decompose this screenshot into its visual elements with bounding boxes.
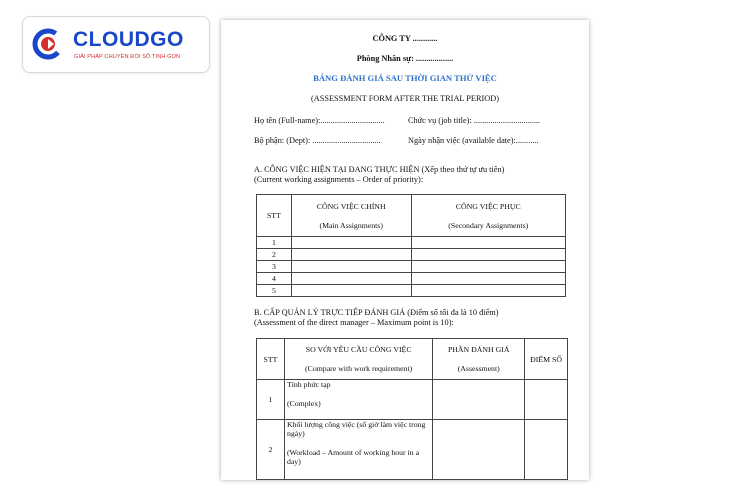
row-number: 1	[257, 237, 292, 249]
col-secondary-assignments	[411, 195, 565, 237]
col-secondary-label: CÔNG VIỆC PHỤC	[455, 201, 521, 211]
cloudgo-logo[interactable]	[22, 16, 210, 73]
assessment-header-row	[257, 339, 568, 380]
secondary-assignment-cell[interactable]	[411, 285, 565, 297]
section-b-heading-en: (Assessment of the direct manager – Maximum point is 10):	[254, 318, 454, 327]
field-job-title: Chức vụ (job title): ................................	[408, 116, 541, 125]
secondary-assignment-cell[interactable]	[411, 249, 565, 261]
section-a-heading-en: (Current working assignments – Order of priority):	[254, 175, 424, 184]
criterion-vi: Khối lượng công việc (số giờ làm việc trong ngày)	[286, 420, 426, 438]
secondary-assignment-cell[interactable]	[411, 273, 565, 285]
score-cell[interactable]	[525, 420, 568, 480]
assignments-table	[256, 194, 566, 297]
main-assignment-cell[interactable]	[291, 273, 411, 285]
row-number: 1	[257, 380, 285, 420]
main-assignment-cell[interactable]	[291, 237, 411, 249]
field-full-name: Họ tên (Full-name):...............................	[254, 116, 385, 125]
cloudgo-logo-icon	[31, 27, 67, 61]
criterion-cell	[284, 420, 432, 480]
main-assignment-cell[interactable]	[291, 261, 411, 273]
row-number: 5	[257, 285, 292, 297]
table-row	[257, 249, 566, 261]
score-cell[interactable]	[525, 380, 568, 420]
department-line: Phòng Nhân sự: ..................	[356, 54, 454, 63]
document-page	[221, 20, 589, 480]
col-secondary-label-en: (Secondary Assignments)	[448, 220, 529, 230]
col-req-label: SO VỚI YÊU CẦU CÔNG VIỆC	[305, 345, 412, 354]
field-available-date: Ngày nhận việc (available date):...........	[408, 136, 539, 145]
col-main-label: CÔNG VIỆC CHÍNH	[316, 201, 386, 211]
col-stt: STT	[257, 339, 285, 380]
col-main-label-en: (Main Assignments)	[319, 220, 383, 230]
company-line: CÔNG TY ............	[372, 34, 438, 43]
document-title: BẢNG ĐÁNH GIÁ SAU THỜI GIAN THỬ VIỆC	[313, 73, 497, 83]
col-stt: STT	[257, 195, 292, 237]
table-row	[257, 237, 566, 249]
field-dept: Bộ phận: (Dept): .................................	[254, 136, 381, 145]
col-assess-label-en: (Assessment)	[457, 364, 500, 373]
main-assignment-cell[interactable]	[291, 249, 411, 261]
col-req-label-en: (Compare with work requirement)	[305, 364, 413, 373]
row-number: 2	[257, 249, 292, 261]
logo-tagline: GIẢI PHÁP CHUYỂN ĐỔI SỐ TINH GỌN	[74, 54, 181, 60]
col-work-requirement	[284, 339, 432, 380]
col-assess-label: PHẦN ĐÁNH GIÁ	[447, 345, 510, 354]
col-score: ĐIỂM SỐ	[525, 339, 568, 380]
document-subtitle: (ASSESSMENT FORM AFTER THE TRIAL PERIOD)	[310, 94, 499, 103]
assignments-header-row	[257, 195, 566, 237]
table-row	[257, 285, 566, 297]
row-number: 4	[257, 273, 292, 285]
main-assignment-cell[interactable]	[291, 285, 411, 297]
criterion-cell	[284, 380, 432, 420]
assessment-cell[interactable]	[433, 380, 525, 420]
table-row	[257, 273, 566, 285]
row-number: 2	[257, 420, 285, 480]
table-row	[257, 261, 566, 273]
row-number: 3	[257, 261, 292, 273]
col-assessment	[433, 339, 525, 380]
assessment-table	[256, 338, 568, 480]
criterion-vi: Tính phức tạp	[286, 380, 331, 389]
criterion-en: (Workload – Amount of working hour in a day)	[286, 448, 420, 466]
section-a-heading: A. CÔNG VIỆC HIỆN TẠI ĐANG THỰC HIỆN (Xếp theo thứ tự ưu tiên)	[254, 165, 505, 174]
criterion-en: (Complex)	[286, 399, 321, 408]
table-row	[257, 380, 568, 420]
col-main-assignments	[291, 195, 411, 237]
table-row	[257, 420, 568, 480]
section-b-heading: B. CẤP QUẢN LÝ TRỰC TIẾP ĐÁNH GIÁ (Điểm số tối đa là 10 điểm)	[254, 308, 499, 317]
logo-name: CLOUDGO	[73, 28, 184, 51]
assessment-cell[interactable]	[433, 420, 525, 480]
secondary-assignment-cell[interactable]	[411, 237, 565, 249]
secondary-assignment-cell[interactable]	[411, 261, 565, 273]
